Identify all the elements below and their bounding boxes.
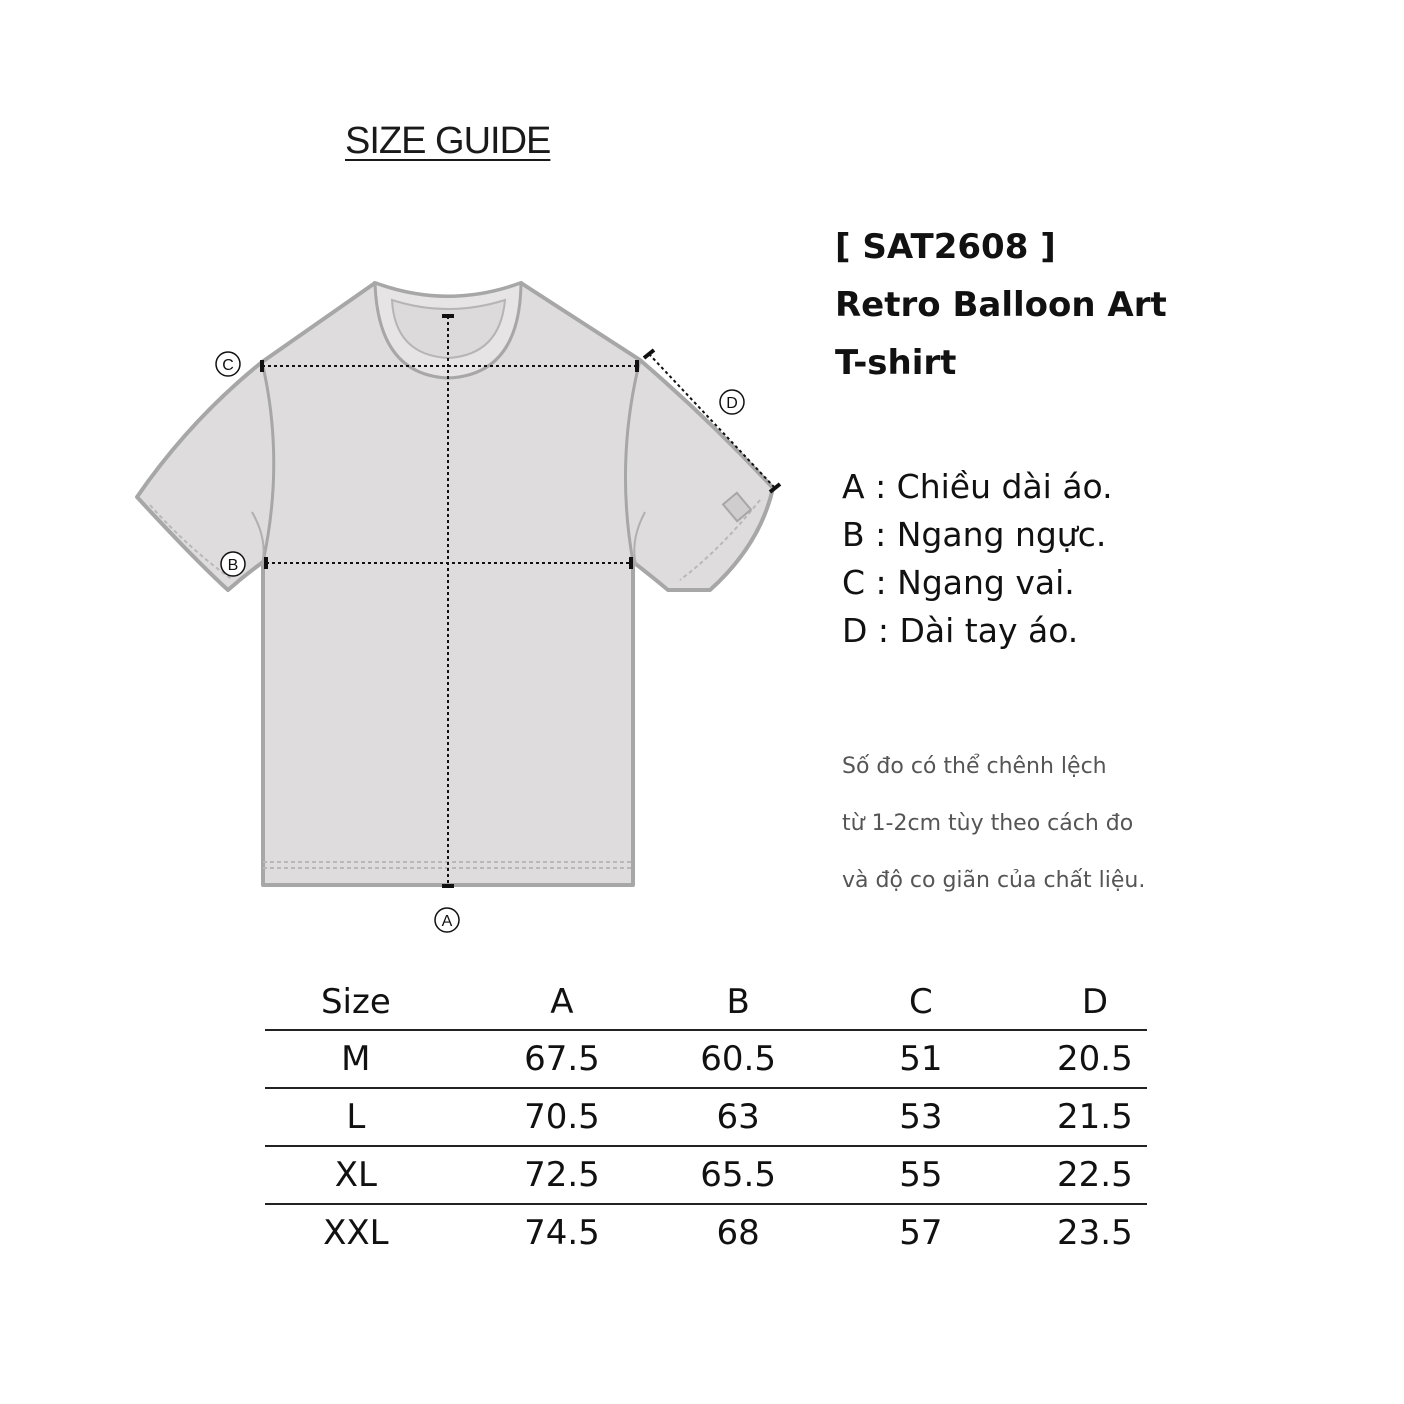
cell-d: 21.5 [1043, 1088, 1147, 1146]
note-line: và độ co giãn của chất liệu. [842, 868, 1146, 893]
column-header-size: Size [265, 975, 447, 1030]
svg-text:D: D [726, 395, 738, 412]
table-header-row [265, 975, 1147, 1030]
column-header-c: C [799, 975, 1043, 1030]
cell-c: 55 [799, 1146, 1043, 1204]
cell-a: 72.5 [447, 1146, 677, 1204]
legend-item-b: B : Ngang ngực. [842, 515, 1107, 554]
measurement-legend [842, 463, 1113, 655]
table-row [265, 1146, 1147, 1204]
cell-c: 53 [799, 1088, 1043, 1146]
cell-size: M [265, 1030, 447, 1088]
column-header-a: A [447, 975, 677, 1030]
cell-d: 20.5 [1043, 1030, 1147, 1088]
cell-d: 23.5 [1057, 1213, 1133, 1253]
svg-text:B: B [227, 557, 239, 574]
page-title: SIZE GUIDE [345, 120, 551, 162]
cell-a: 74.5 [524, 1213, 600, 1253]
svg-text:C: C [222, 357, 234, 374]
cell-size: L [265, 1088, 447, 1146]
marker-b [221, 552, 245, 576]
cell-c: 57 [899, 1213, 943, 1253]
size-table [265, 975, 1147, 1261]
svg-text:A: A [441, 913, 453, 930]
cell-size: XXL [323, 1213, 389, 1253]
legend-item-a: A : Chiều dài áo. [842, 467, 1113, 506]
note-line: từ 1-2cm tùy theo cách đo [842, 811, 1134, 836]
cell-b: 60.5 [677, 1030, 799, 1088]
cell-d: 22.5 [1043, 1146, 1147, 1204]
cell-c: 51 [799, 1030, 1043, 1088]
note-line: Số đo có thể chênh lệch [842, 754, 1107, 779]
marker-a [435, 908, 459, 932]
marker-d [720, 390, 744, 414]
column-header-b: B [677, 975, 799, 1030]
product-name-line-1: Retro Balloon Art [835, 285, 1167, 325]
cell-b: 63 [677, 1088, 799, 1146]
measurement-note [842, 738, 1145, 909]
marker-c [216, 352, 240, 376]
column-header-d: D [1043, 975, 1147, 1030]
cell-b: 68 [716, 1213, 760, 1253]
cell-a: 67.5 [447, 1030, 677, 1088]
table-row [265, 1204, 1147, 1261]
cell-size: XL [265, 1146, 447, 1204]
table-row [265, 1088, 1147, 1146]
table-row [265, 1030, 1147, 1088]
cell-a: 70.5 [447, 1088, 677, 1146]
product-name-line-2: T-shirt [835, 343, 957, 383]
product-code: [ SAT2608 ] [835, 227, 1056, 267]
legend-item-d: D : Dài tay áo. [842, 611, 1079, 650]
product-info [835, 218, 1167, 392]
cell-b: 65.5 [677, 1146, 799, 1204]
legend-item-c: C : Ngang vai. [842, 563, 1075, 602]
